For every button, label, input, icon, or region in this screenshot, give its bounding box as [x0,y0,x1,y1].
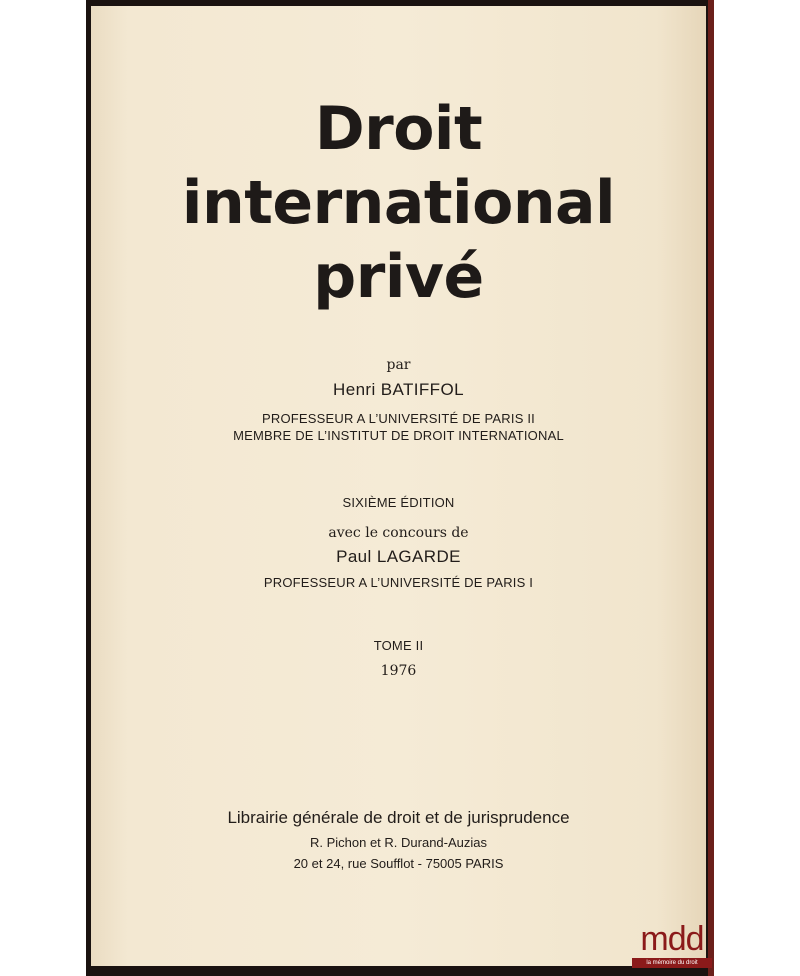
edition: SIXIÈME ÉDITION [342,495,455,510]
title-line-3: privé [313,242,484,312]
book-spine-edge [708,0,714,976]
title-line-2: international [181,168,616,238]
mdd-watermark-logo [632,920,712,976]
contributor-name: Paul LAGARDE [336,547,461,566]
volume-tome: TOME II [373,638,424,653]
author-name: Henri BATIFFOL [333,380,464,399]
publisher-name: Librairie générale de droit et de jurisprudence [227,808,570,827]
volume-year: 1976 [380,663,417,679]
publisher-address: 20 et 24, rue Soufflot - 75005 PARIS [293,856,504,871]
contributor-intro: avec le concours de [328,525,469,541]
author-role-2: MEMBRE DE L’INSTITUT DE DROIT INTERNATIONAL [233,428,564,443]
title-line-1: Droit [314,94,483,164]
publisher-owners: R. Pichon et R. Durand-Auzias [309,835,488,850]
author-role-1: PROFESSEUR A L’UNIVERSITÉ DE PARIS II [261,411,535,426]
contributor-role: PROFESSEUR A L’UNIVERSITÉ DE PARIS I [263,575,534,590]
mdd-logo-text: mdd [640,920,704,958]
mdd-logo-tagline: la mémoire du droit [632,958,712,968]
author-by: par [386,357,411,373]
title-page [91,6,706,966]
